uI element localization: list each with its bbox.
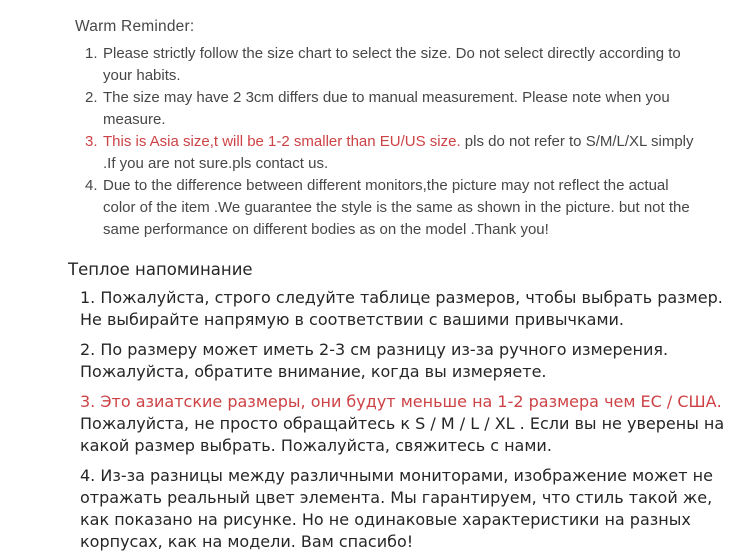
item-number: 4. [85,177,98,194]
item-text [103,43,695,87]
english-item-3 [85,131,695,175]
russian-section [0,241,750,553]
russian-item-4 [80,465,725,553]
english-section [0,0,750,241]
item-text [103,87,695,131]
text-segment: 2. По размеру может иметь 2-3 см разницу из-за ручного измерения. Пожалуйста, обратите внимание, когда вы измеряете. [80,340,669,381]
english-item-1 [85,43,695,87]
item-text [103,131,695,175]
english-item-4 [85,175,695,241]
text-segment: The size may have 2 3cm differs due to manual measurement. Please note when you measure. [103,89,670,128]
item-number: 1. [85,45,98,62]
text-segment: Due to the difference between different monitors,the picture may not reflect the actual color of the item .We guarantee the style is the same as shown in the picture. but not the same performance on different bodies as on the model .Thank you! [103,177,690,238]
text-segment: Не выбирайте напрямую в соответствии с вашими привычками. [80,310,624,329]
text-segment: 1. Пожалуйста, строго следуйте таблице размеров, чтобы выбрать размер. [80,288,723,307]
text-segment: Пожалуйста, не просто обращайтесь к S / M / L / XL . Если вы не уверены на какой размер выбрать. Пожалуйста, свяжитесь с нами. [80,414,725,455]
text-segment-red: This is Asia size,t will be 1-2 smaller than EU/US size. [103,133,461,150]
english-title: Warm Reminder: [75,18,195,35]
russian-title: Теплое напоминание [68,260,253,279]
english-list [75,43,695,241]
text-segment: pls do not refer to S/M/L/XL simply .If you are not sure.pls contact us. [103,133,694,172]
item-text [103,175,695,241]
text-segment-red: 3. Это азиатские размеры, они будут меньше на 1-2 размера чем ЕС / США. [80,392,722,411]
english-item-2 [85,87,695,131]
item-number: 3. [85,133,98,150]
russian-item-3 [80,391,725,457]
russian-item-1 [80,287,725,331]
text-segment: 4. Из-за разницы между различными мониторами, изображение может не отражать реальный цвет элемента. Мы гарантируем, что стиль такой же, как показано на рисунке. Но не одинаковые характеристики на разных корпусах, как на модели. Вам спасибо! [80,466,713,551]
text-segment: Please strictly follow the size chart to select the size. Do not select directly according to your habits. [103,45,681,84]
item-number: 2. [85,89,98,106]
russian-item-2 [80,339,725,383]
